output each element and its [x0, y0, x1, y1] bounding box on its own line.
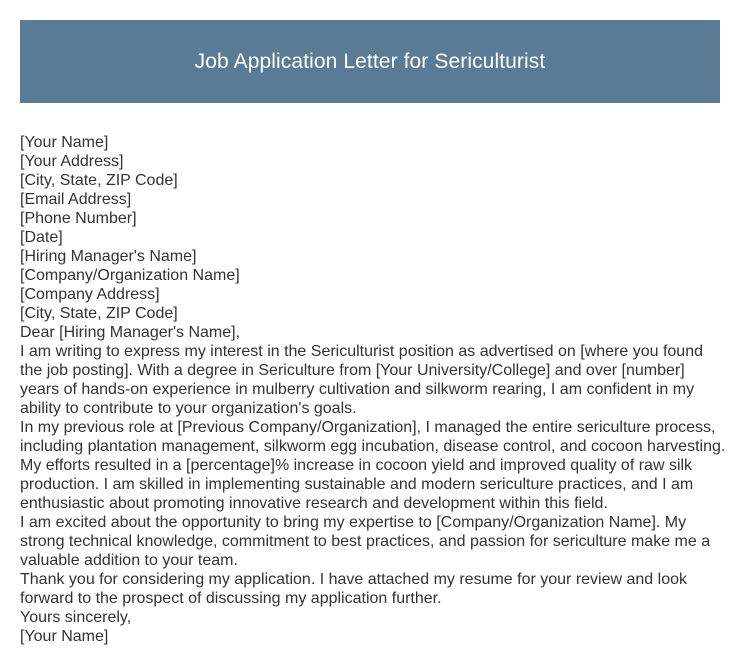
sender-address: [Your Address] [20, 153, 124, 170]
signature: [Your Name] [20, 628, 109, 645]
page-title: Job Application Letter for Sericulturist [194, 49, 546, 73]
sender-name: [Your Name] [20, 134, 109, 151]
recipient-city-state-zip: [City, State, ZIP Code] [20, 305, 178, 322]
salutation: Dear [Hiring Manager's Name], [20, 324, 241, 341]
paragraph-thanks: Thank you for considering my application. I have attached my resume for your review and look forward to the prospect of discussing my application further. [20, 571, 687, 607]
closing: Yours sincerely, [20, 609, 132, 626]
recipient-address: [Company Address] [20, 286, 160, 303]
letter-body [20, 133, 728, 646]
letter-date: [Date] [20, 229, 63, 246]
paragraph-motivation: I am excited about the opportunity to bring my expertise to [Company/Organization Name]. My strong technical knowledge, commitment to best practices, and passion for sericulture make me a valuable addition to your team. [20, 514, 711, 569]
recipient-name: [Hiring Manager's Name] [20, 248, 197, 265]
paragraph-intro: I am writing to express my interest in the Sericulturist position as advertised on [where you found the job posting]. With a degree in Sericulture from [Your University/College] and over [number] years of hands-on experience in mulberry cultivation and silkworm rearing, I am confident in my ability to contribute to your organization's goals. [20, 343, 703, 417]
recipient-company: [Company/Organization Name] [20, 267, 240, 284]
sender-email: [Email Address] [20, 191, 132, 208]
paragraph-experience: In my previous role at [Previous Company/Organization], I managed the entire sericulture process, including plantation management, silkworm egg incubation, disease control, and cocoon harvesting. My efforts resulted in a [percentage]% increase in cocoon yield and improved quality of raw silk production. I am skilled in implementing sustainable and modern sericulture practices, and I am enthusiastic about promoting innovative research and development within this field. [20, 419, 726, 512]
sender-phone: [Phone Number] [20, 210, 137, 227]
header-banner [20, 20, 720, 103]
sender-city-state-zip: [City, State, ZIP Code] [20, 172, 178, 189]
